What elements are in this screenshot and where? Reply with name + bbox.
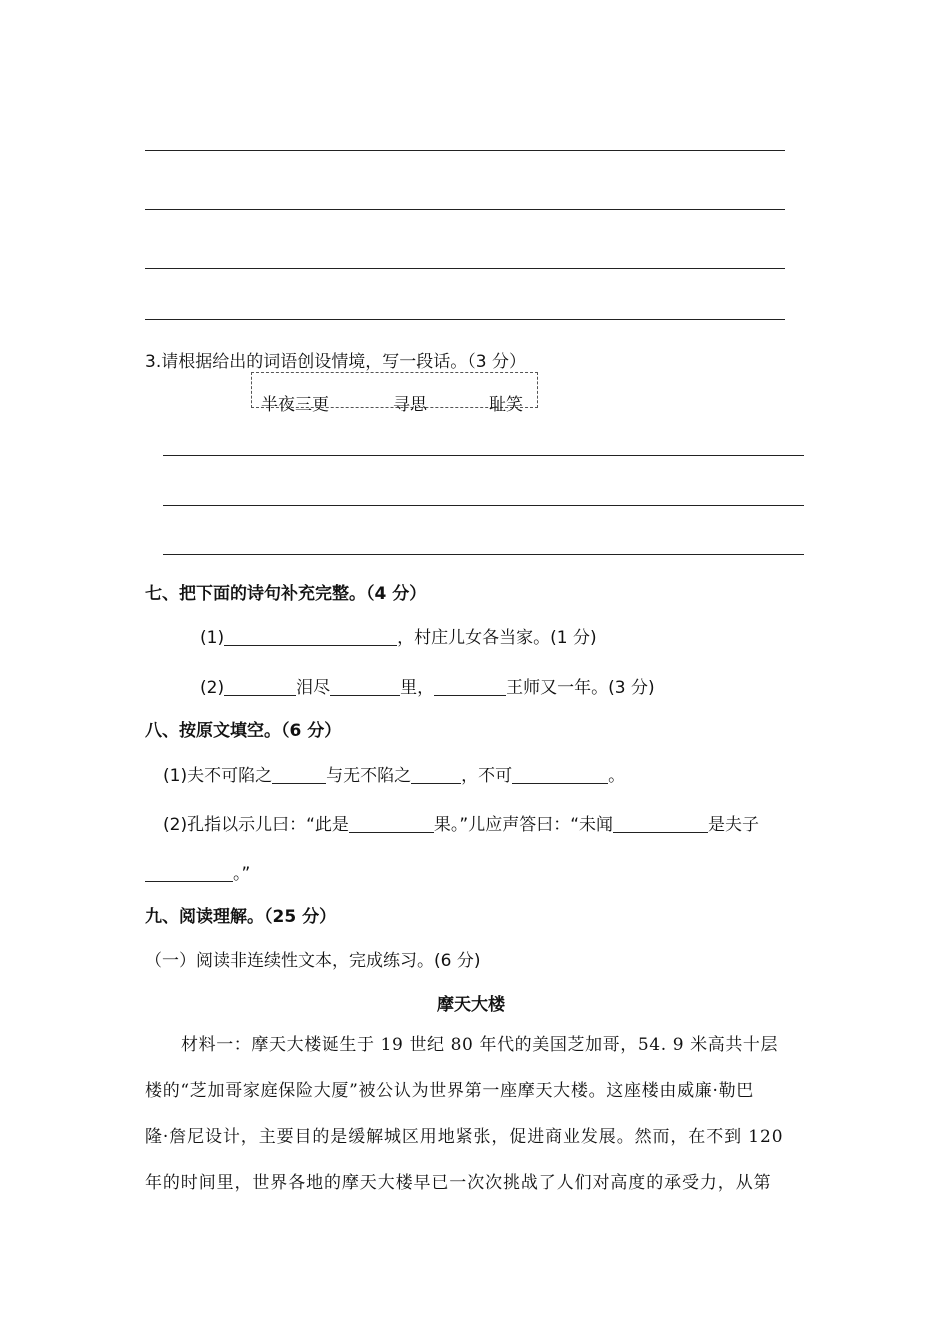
fill-blank[interactable] (349, 814, 434, 833)
article-line (145, 1022, 805, 1068)
answer-line (163, 505, 804, 506)
fill-text: 是夫子 (708, 815, 760, 835)
poem-text: 里， (400, 678, 435, 698)
article-line (145, 1114, 805, 1160)
fill-blank[interactable] (224, 627, 397, 646)
poem-text: 泪尽 (296, 678, 331, 698)
section-7-title: 七、把下面的诗句补充完整。（4 分） (145, 584, 427, 604)
word-3: 耻笑 (489, 395, 523, 415)
section-9-title: 九、阅读理解。（25 分） (145, 907, 337, 927)
section-9-subtitle: （一）阅读非连续性文本，完成练习。(6 分) (145, 951, 481, 971)
fill-text: 。 (608, 766, 626, 786)
answer-line (163, 554, 804, 555)
article-line-text: 隆·詹尼设计，主要目的是缓解城区用地紧张，促进商业发展。然而，在不到 120 (145, 1127, 784, 1147)
answer-line (145, 209, 785, 210)
article-line-text: 年的时间里，世界各地的摩天大楼早已一次次挑战了人们对高度的承受力，从第 (145, 1173, 772, 1193)
poem-line-2 (200, 673, 655, 698)
poem-line-1-text: ，村庄儿女各当家。(1 分) (397, 628, 597, 648)
fill-blank[interactable] (613, 814, 708, 833)
answer-line (145, 150, 785, 151)
poem-line-1 (200, 623, 597, 648)
fill-text: ，不可 (461, 766, 513, 786)
fill-blank[interactable] (411, 765, 461, 784)
answer-line (145, 268, 785, 269)
fill-blank[interactable] (512, 765, 608, 784)
article-line (145, 1160, 805, 1206)
article-line-text: 楼的“芝加哥家庭保险大厦”被公认为世界第一座摩天大楼。这座楼由威廉·勒巴 (145, 1081, 754, 1101)
fill-text: (1)夫不可陷之 (163, 766, 273, 786)
word-1: 半夜三更 (261, 395, 329, 415)
answer-line (145, 319, 785, 320)
poem-text: 王师又一年。(3 分) (506, 678, 655, 698)
answer-line (163, 455, 804, 456)
fill-blank[interactable] (434, 677, 506, 696)
fill-text: 与无不陷之 (326, 766, 412, 786)
fill-text: 。” (233, 864, 251, 884)
fill-blank[interactable] (330, 677, 400, 696)
fill-blank[interactable] (145, 863, 233, 882)
word-2: 寻思 (393, 395, 427, 415)
fill-text: 果。”儿应声答曰：“未闻 (433, 815, 614, 835)
fill-blank[interactable] (224, 677, 296, 696)
fill-text: (2)孔指以示儿曰：“此是 (163, 815, 349, 835)
fill-line-1 (163, 761, 625, 786)
section-8-title: 八、按原文填空。（6 分） (145, 721, 342, 741)
question-3-prompt: 3.请根据给出的词语创设情境，写一段话。（3 分） (145, 352, 526, 372)
article-body (145, 1022, 805, 1206)
fill-blank[interactable] (272, 765, 326, 784)
poem-line-2-number: (2) (200, 678, 225, 698)
article-title: 摩天大楼 (437, 995, 505, 1015)
fill-line-2 (163, 810, 759, 835)
poem-line-1-number: (1) (200, 628, 225, 648)
article-line (145, 1068, 805, 1114)
article-line-text: 材料一：摩天大楼诞生于 19 世纪 80 年代的美国芝加哥，54. 9 米高共十层 (181, 1035, 779, 1055)
fill-line-3 (145, 859, 250, 884)
